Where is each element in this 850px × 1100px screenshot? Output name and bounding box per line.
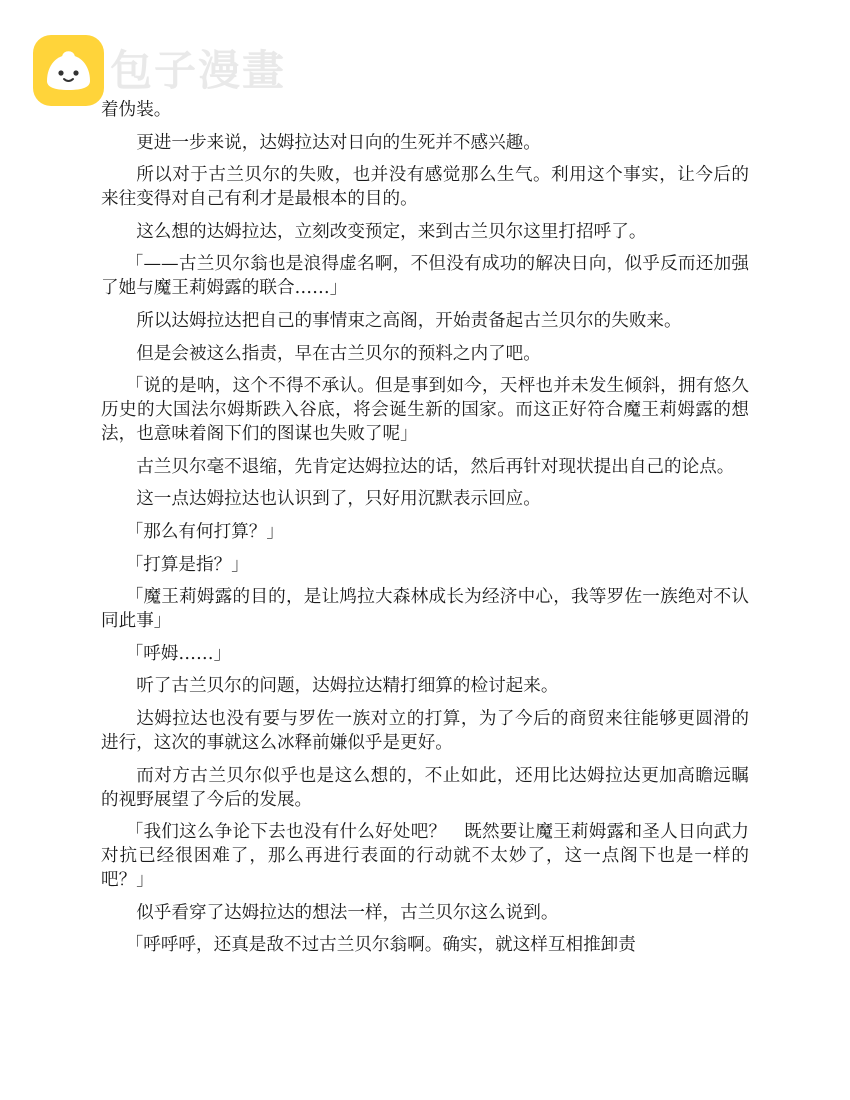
narration-paragraph: 所以达姆拉达把自己的事情束之高阁，开始责备起古兰贝尔的失败来。 [136,310,682,331]
watermark-logo [33,35,286,106]
dialogue-paragraph: 「呼姆……」 [125,643,232,664]
dialogue-paragraph: 「——古兰贝尔翁也是浪得虚名啊，不但没有成功的解决日向，似乎反而还加强了她与魔王莉姆露的联合……」 [101,254,749,299]
narration-paragraph: 着伪装。 [101,100,172,120]
narration-paragraph: 听了古兰贝尔的问题，达姆拉达精打细算的检讨起来。 [136,676,559,697]
watermark-text: 包子漫畫 [110,46,287,95]
bun-face-icon-graphic [33,35,104,106]
dialogue-paragraph: 「打算是指？」 [125,554,249,575]
dialogue-paragraph: 「说的是呐，这个不得不承认。但是事到如今，天枰也并未发生倾斜，拥有悠久历史的大国法尔姆斯跌入谷底，将会诞生新的国家。而这正好符合魔王莉姆露的想法，也意味着阁下们的图谋也失败了呢」 [101,376,749,445]
novel-page-body [101,98,749,966]
dialogue-paragraph: 「那么有何打算？」 [125,521,284,542]
narration-paragraph: 似乎看穿了达姆拉达的想法一样，古兰贝尔这么说到。 [136,902,559,923]
dialogue-paragraph: 「呼呼呼，还真是敌不过古兰贝尔翁啊。确实，就这样互相推卸责 [125,935,636,956]
bun-face-icon [33,35,104,106]
narration-paragraph: 但是会被这么指责，早在古兰贝尔的预料之内了吧。 [136,343,541,364]
narration-paragraph: 古兰贝尔毫不退缩，先肯定达姆拉达的话，然后再针对现状提出自己的论点。 [136,456,735,477]
narration-paragraph: 这么想的达姆拉达，立刻改变预定，来到古兰贝尔这里打招呼了。 [136,221,647,242]
narration-paragraph: 更进一步来说，达姆拉达对日向的生死并不感兴趣。 [136,132,541,153]
narration-paragraph: 所以对于古兰贝尔的失败，也并没有感觉那么生气。利用这个事实，让今后的来往变得对自己有利才是最根本的目的。 [101,165,749,210]
dialogue-paragraph: 「我们这么争论下去也没有什么好处吧？ 既然要让魔王莉姆露和圣人日向武力对抗已经很困难了，那么再进行表面的行动就不太妙了，这一点阁下也是一样的吧？」 [101,822,749,891]
narration-paragraph: 达姆拉达也没有要与罗佐一族对立的打算，为了今后的商贸来往能够更圆滑的进行，这次的事就这么冰释前嫌似乎是更好。 [101,708,749,753]
narration-paragraph: 而对方古兰贝尔似乎也是这么想的，不止如此，还用比达姆拉达更加高瞻远瞩的视野展望了今后的发展。 [101,765,749,810]
dialogue-paragraph: 「魔王莉姆露的目的，是让鸠拉大森林成长为经济中心，我等罗佐一族绝对不认同此事」 [101,587,749,632]
narration-paragraph: 这一点达姆拉达也认识到了，只好用沉默表示回应。 [136,489,541,510]
